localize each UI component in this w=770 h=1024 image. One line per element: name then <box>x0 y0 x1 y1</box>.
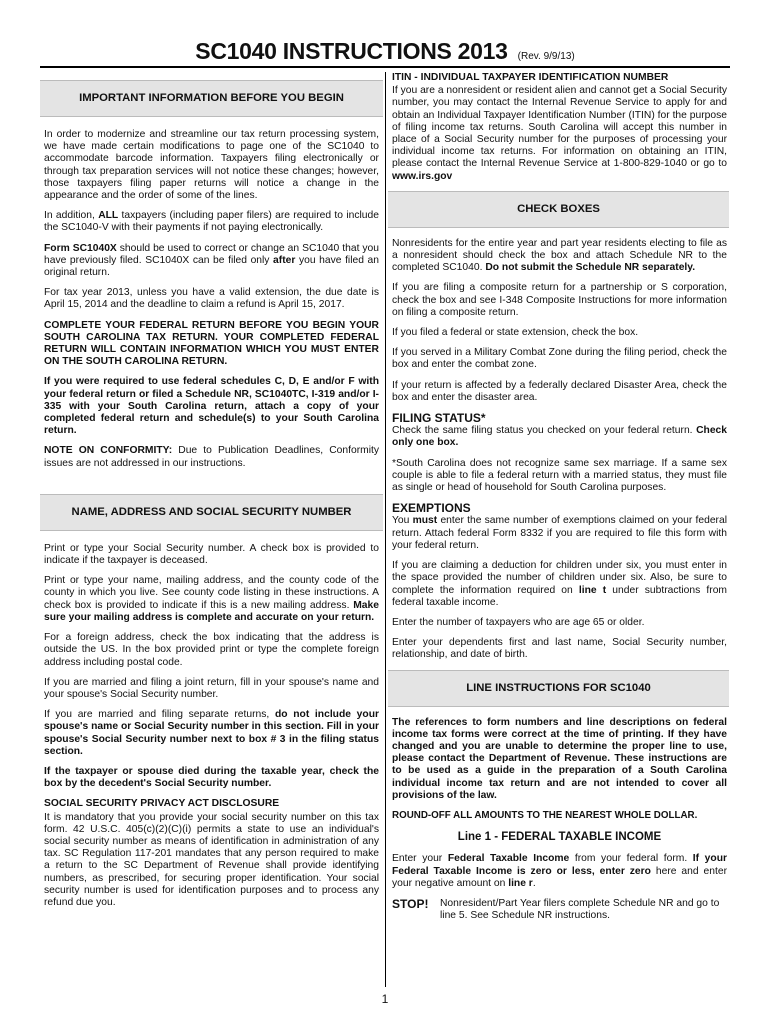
important-paragraph-5: COMPLETE YOUR FEDERAL RETURN BEFORE YOU BEGIN YOUR SOUTH CAROLINA TAX RETURN. YOUR COMPLETED FEDERAL RETURN WILL CONTAIN INFORMATION WHICH YOU MUST ENTER ON THE SOUTH CAROLINA RETURN. <box>44 319 379 368</box>
important-paragraph-4: For tax year 2013, unless you have a valid extension, the due date is April 15, 2014 and the deadline to claim a refund is April 15, 2017. <box>44 287 379 311</box>
itin-heading: ITIN - INDIVIDUAL TAXPAYER IDENTIFICATION NUMBER <box>392 72 669 83</box>
important-paragraph-6: If you were required to use federal schedules C, D, E and/or F with your federal return or filed a Schedule NR, SC1040TC, I-319 and/or I-335 with your South Carolina return, attach a copy of your completed federal return and schedule(s) to your South Carolina return. <box>44 376 379 437</box>
itin-paragraph: If you are a nonresident or resident alien and cannot get a Social Security number, you may contact the Internal Revenue Service to apply for and obtain an Individual Taxpayer Identification Number (ITIN) for the purpose of filing income tax returns. South Carolina will accept this number in place of a Social Security number for the purposes of processing your individual income tax returns. For information on obtaining an ITIN, please contact the Internal Revenue Service at 1-800-829-1040 or go to www.irs.gov <box>392 85 727 182</box>
conformity-note: NOTE ON CONFORMITY: Due to Publication Deadlines, Conformity issues are not addressed in our instructions. <box>44 445 379 469</box>
privacy-heading: SOCIAL SECURITY PRIVACY ACT DISCLOSURE <box>44 798 280 810</box>
stop-text: Nonresident/Part Year filers complete Schedule NR and go to line 5. See Schedule NR instructions. <box>440 897 720 922</box>
exemptions-paragraph-4: Enter your dependents first and last name, Social Security number, relationship, and date of birth. <box>392 637 727 661</box>
line-instructions-heading: LINE INSTRUCTIONS FOR SC1040 <box>388 670 729 707</box>
exemptions-paragraph-3: Enter the number of taxpayers who are age 65 or older. <box>392 616 645 628</box>
left-column <box>44 72 379 917</box>
title-text: SC1040 INSTRUCTIONS 2013 <box>195 38 508 64</box>
filing-status-heading: FILING STATUS* <box>392 411 486 426</box>
name-paragraph-5: If you are married and filing separate returns, do not include your spouse's name or Social Security number in this section. Fill in your spouse's Social Security number next to box # 3 in the filing status section. <box>44 709 379 757</box>
round-off-note: ROUND-OFF ALL AMOUNTS TO THE NEAREST WHOLE DOLLAR. <box>392 809 698 821</box>
revision-date: (Rev. 9/9/13) <box>517 51 575 62</box>
important-paragraph-1: In order to modernize and streamline our tax return processing system, we have made certain modifications to page one of the SC1040 to accommodate barcode information. Taxpayers filing electronically or through tax preparation services will not notice these changes; however, those taxpayers filing paper returns will notice a change in the appearance and the order of some of the lines. <box>44 129 379 202</box>
exemptions-heading: EXEMPTIONS <box>392 501 471 516</box>
line-instructions-paragraph: The references to form numbers and line descriptions on federal income tax forms were correct at the time of printing. If they have changed and you are unable to determine the proper line to use, please contact the Department of Revenue. These instructions are to be used as a guide in the preparation of a South Carolina individual income tax return and are not intended to cover all provisions of the law. <box>392 716 727 801</box>
name-paragraph-6: If the taxpayer or spouse died during the taxable year, check the box by the decedent's Social Security number. <box>44 765 379 790</box>
name-paragraph-1: Print or type your Social Security number. A check box is provided to indicate if the taxpayer is deceased. <box>44 542 379 567</box>
privacy-paragraph: It is mandatory that you provide your social security number on this tax form. 42 U.S.C. 405(c)(2)(C)(i) permits a state to use an individual's social security number as means of identification in administration of any tax. SC Regulation 117-201 mandates that any person required to make a return to the SC Department of Revenue shall provide identifying numbers, as prescribed, for securing proper identification. Your social security number is used for identification purposes and to process any refund due you. <box>44 811 379 908</box>
check-paragraph-1: Nonresidents for the entire year and part year residents electing to file as a nonresident should check the box and attach Schedule NR to the completed SC1040. Do not submit the Schedule NR separately. <box>392 237 727 274</box>
name-paragraph-2: Print or type your name, mailing address, and the county code of the county in which you live. See county code listing in these instructions. A check box is provided to indicate if this is a new mailing address. Make sure your mailing address is complete and accurate on your return. <box>44 575 379 623</box>
line-1-paragraph: Enter your Federal Taxable Income from your federal form. If your Federal Taxable Income is zero or less, enter zero here and enter your negative amount on line r. <box>392 853 727 889</box>
name-address-ssn-heading: NAME, ADDRESS AND SOCIAL SECURITY NUMBER <box>40 494 383 531</box>
filing-paragraph-1: Check the same filing status you checked on your federal return. Check only one box. <box>392 425 727 449</box>
document-title <box>0 38 770 65</box>
check-paragraph-4: If you served in a Military Combat Zone during the filing period, check the box and enter the combat zone. <box>392 347 727 371</box>
right-column <box>392 72 727 922</box>
filing-paragraph-2: *South Carolina does not recognize same sex marriage. If a same sex couple is able to file a federal return with a married status, they must file as single or head of household for South Carolina purposes. <box>392 457 727 494</box>
important-info-heading: IMPORTANT INFORMATION BEFORE YOU BEGIN <box>40 80 383 117</box>
exemptions-paragraph-2: If you are claiming a deduction for children under six, you must enter in the space provided the number of children under six. Also, be sure to complete the information required on line t under subtractions from federal taxable income. <box>392 560 728 608</box>
important-paragraph-2: In addition, ALL taxpayers (including paper filers) are required to include the SC1040-V with their payments if not paying electronically. <box>44 210 379 234</box>
check-paragraph-5: If your return is affected by a federally declared Disaster Area, check the box and enter the disaster area. <box>392 379 727 403</box>
page-number: 1 <box>381 992 389 1006</box>
name-paragraph-3: For a foreign address, check the box indicating that the address is outside the US. In the box provided print or type the complete foreign address including postal code. <box>44 632 379 668</box>
name-paragraph-4: If you are married and filing a joint return, fill in your spouse's name and your spouse's Social Security number. <box>44 676 379 700</box>
check-paragraph-2: If you are filing a composite return for a partnership or S corporation, check the box and see I-348 Composite Instructions for more information on filing a composite return. <box>392 282 727 318</box>
important-paragraph-3: Form SC1040X should be used to correct or change an SC1040 that you have previously filed. SC1040X can be filed only after you have filed an original return. <box>44 242 379 279</box>
title-rule <box>40 66 730 68</box>
stop-label: STOP! <box>392 896 429 911</box>
exemptions-paragraph-1: You must enter the same number of exemptions claimed on your federal return. Attach federal Form 8332 if you are required to file this form with your federal return. <box>392 515 727 551</box>
check-paragraph-3: If you filed a federal or state extension, check the box. <box>392 327 639 339</box>
column-divider <box>385 72 386 987</box>
check-boxes-heading: CHECK BOXES <box>388 191 729 228</box>
stop-note <box>392 898 727 922</box>
line-1-heading: Line 1 - FEDERAL TAXABLE INCOME <box>457 831 662 844</box>
